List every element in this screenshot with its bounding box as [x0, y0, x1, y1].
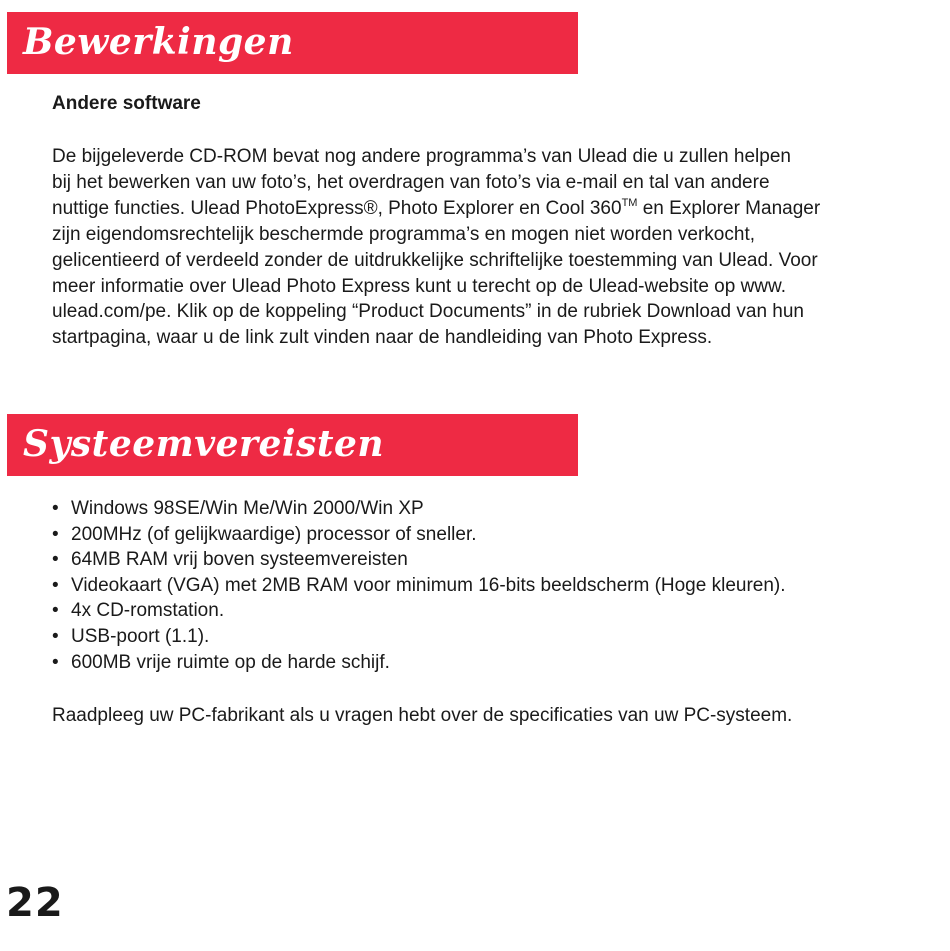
paragraph-line: De bijgeleverde CD-ROM bevat nog andere programma’s van Ulead die u zullen helpen — [52, 146, 791, 167]
trademark-superscript: TM — [621, 196, 638, 209]
bullet-icon: • — [52, 498, 59, 519]
closing-note: Raadpleeg uw PC-fabrikant als u vragen hebt over de specificaties van uw PC-systeem. — [52, 705, 793, 726]
paragraph-line: startpagina, waar u de link zult vinden naar de handleiding van Photo Express. — [52, 327, 713, 349]
paragraph-line-with-trademark — [52, 196, 932, 222]
section-title-requirements: Systeemvereisten — [23, 423, 385, 465]
bullet-icon: • — [52, 549, 59, 571]
paragraph-line: zijn eigendomsrechtelijk beschermde programma’s en mogen niet worden verkocht, — [52, 223, 755, 245]
paragraph-line: gelicentieerd of verdeeld zonder de uitdrukkelijke schriftelijke toestemming van Ulead. Voor — [52, 249, 818, 271]
bullet-icon: • — [52, 523, 59, 545]
requirement-text: Videokaart (VGA) met 2MB RAM voor minimum 16-bits beeldscherm (Hoge kleuren). — [71, 574, 786, 596]
requirement-item — [52, 547, 786, 573]
paragraph-line: meer informatie over Ulead Photo Express kunt u terecht op de Ulead-website op www. — [52, 275, 786, 297]
requirement-item — [52, 650, 786, 676]
requirement-text: USB-poort (1.1). — [71, 625, 210, 647]
requirement-text: 64MB RAM vrij boven systeemvereisten — [71, 549, 408, 571]
section-title-editing: Bewerkingen — [23, 21, 294, 63]
paragraph-line: ulead.com/pe. Klik op de koppeling “Product Documents” in de rubriek Download van hun — [52, 301, 804, 323]
requirement-item — [52, 496, 786, 522]
paragraph-line: bij het bewerken van uw foto’s, het overdragen van foto’s via e-mail en tal van andere — [52, 171, 770, 193]
section-banner-requirements — [7, 414, 578, 476]
requirement-text: 600MB vrije ruimte op de harde schijf. — [71, 651, 390, 673]
section-banner-editing — [7, 12, 578, 74]
paragraph-line-text: nuttige functies. Ulead PhotoExpress®, Photo Explorer en Cool 360 — [52, 197, 622, 219]
bullet-icon: • — [52, 600, 59, 622]
requirements-list — [52, 496, 786, 675]
requirement-item — [52, 598, 786, 624]
subheading-other-software: Andere software — [52, 93, 201, 114]
requirement-text: 4x CD-romstation. — [71, 600, 225, 622]
requirement-text: Windows 98SE/Win Me/Win 2000/Win XP — [71, 498, 424, 519]
requirement-text: 200MHz (of gelijkwaardige) processor of sneller. — [71, 523, 477, 545]
bullet-icon: • — [52, 651, 59, 673]
intro-paragraph — [52, 144, 932, 351]
page-number: 22 — [6, 880, 64, 926]
bullet-icon: • — [52, 574, 59, 596]
paragraph-line-tail: en Explorer Manager — [637, 197, 821, 219]
bullet-icon: • — [52, 625, 59, 647]
requirement-item — [52, 624, 786, 650]
requirement-item — [52, 573, 786, 599]
requirement-item — [52, 522, 786, 548]
